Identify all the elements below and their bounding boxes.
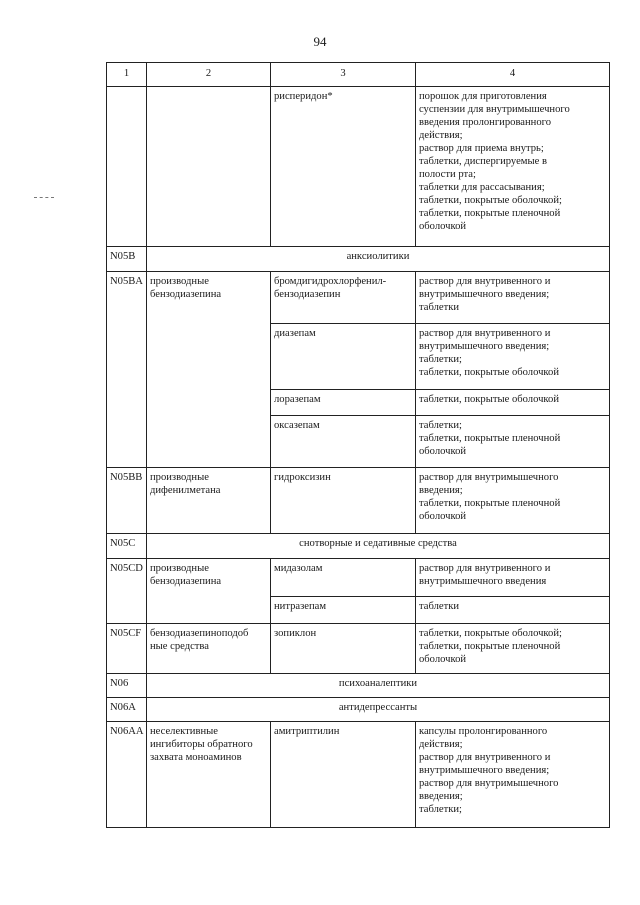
atc-code: N05BB [107, 468, 147, 534]
group-name [147, 559, 271, 624]
group-name-line: бензодиазепиноподоб [150, 628, 249, 639]
dosage-form-line: введения; [419, 791, 463, 802]
dosage-form-line: раствор для внутривенного и [419, 276, 551, 287]
table-row [107, 559, 610, 597]
dosage-forms [416, 468, 610, 534]
drug-name: мидазолам [271, 559, 416, 597]
dosage-forms [416, 87, 610, 247]
dosage-forms [416, 559, 610, 597]
dosage-form-line: таблетки для рассасывания; [419, 182, 545, 193]
dosage-form-line: полости рта; [419, 169, 476, 180]
drug-table [106, 62, 610, 828]
dosage-form-line: таблетки [419, 601, 460, 612]
section-row [107, 674, 610, 698]
dosage-forms [416, 722, 610, 828]
dosage-form-line: таблетки; [419, 354, 462, 365]
atc-code: N06A [107, 698, 147, 722]
dosage-form-line: действия; [419, 130, 463, 141]
group-name-line: неселективные [150, 726, 218, 737]
atc-code: N05BA [107, 272, 147, 468]
dosage-form-line: таблетки, покрытые пленочной [419, 433, 561, 444]
dosage-form-line: оболочкой [419, 221, 467, 232]
dosage-form-line: таблетки, покрытые пленочной [419, 208, 561, 219]
group-name-line: дифенилметана [150, 485, 221, 496]
dosage-form-line: таблетки, покрытые пленочной [419, 498, 561, 509]
header-col-3: 3 [271, 63, 416, 87]
dosage-form-line: введения; [419, 485, 463, 496]
section-row [107, 698, 610, 722]
dosage-form-line: таблетки [419, 302, 460, 313]
table-row [107, 87, 610, 247]
dosage-form-line: порошок для приготовления [419, 91, 547, 102]
drug-name: зопиклон [271, 624, 416, 674]
dosage-form-line: раствор для внутримышечного [419, 472, 559, 483]
drug-name: оксазепам [271, 416, 416, 468]
atc-code: N06 [107, 674, 147, 698]
group-name [147, 272, 271, 468]
table-row [107, 272, 610, 324]
header-col-4: 4 [416, 63, 610, 87]
dosage-form-line: таблетки; [419, 804, 462, 815]
drug-name: гидроксизин [271, 468, 416, 534]
drug-name: диазепам [271, 324, 416, 390]
dosage-form-line: раствор для внутривенного и [419, 563, 551, 574]
group-name-line: производные [150, 563, 209, 574]
section-row [107, 534, 610, 559]
dosage-form-line: раствор для внутривенного и [419, 328, 551, 339]
table-row [107, 468, 610, 534]
dosage-form-line: таблетки, покрытые оболочкой [419, 367, 559, 378]
section-row [107, 247, 610, 272]
dosage-form-line: оболочкой [419, 511, 467, 522]
dosage-form-line: внутримышечного введения; [419, 341, 550, 352]
dosage-form-line: таблетки, покрытые оболочкой; [419, 628, 562, 639]
drug-name: амитриптилин [271, 722, 416, 828]
margin-dash-mark [34, 197, 54, 199]
dosage-form-line: раствор для внутримышечного [419, 778, 559, 789]
atc-code: N06AA [107, 722, 147, 828]
dosage-forms [416, 597, 610, 624]
atc-code: N05CD [107, 559, 147, 624]
dosage-form-line: оболочкой [419, 654, 467, 665]
drug-name-line: бромдигидрохлорфенил- [274, 276, 387, 287]
dosage-form-line: таблетки, покрытые оболочкой [419, 394, 559, 405]
dosage-form-line: действия; [419, 739, 463, 750]
group-name-line: производные [150, 472, 209, 483]
dosage-forms [416, 390, 610, 416]
dosage-form-line: внутримышечного введения; [419, 765, 550, 776]
header-col-1: 1 [107, 63, 147, 87]
header-col-2: 2 [147, 63, 271, 87]
dosage-forms [416, 624, 610, 674]
group-name-line: бензодиазепина [150, 576, 222, 587]
dosage-form-line: внутримышечного введения; [419, 289, 550, 300]
group-name-line: бензодиазепина [150, 289, 222, 300]
drug-name [271, 272, 416, 324]
dosage-form-line: раствор для приема внутрь; [419, 143, 544, 154]
atc-code [107, 87, 147, 247]
table-row [107, 624, 610, 674]
atc-code: N05CF [107, 624, 147, 674]
dosage-form-line: таблетки, диспергируемые в [419, 156, 547, 167]
section-title: анксиолитики [147, 247, 610, 272]
group-name-line: захвата моноаминов [150, 752, 242, 763]
atc-code: N05B [107, 247, 147, 272]
dosage-form-line: внутримышечного введения [419, 576, 547, 587]
drug-name: рисперидон* [271, 87, 416, 247]
group-name-line: ингибиторы обратного [150, 739, 253, 750]
group-name-line: ные средства [150, 641, 209, 652]
drug-name-line: бензодиазепин [274, 289, 341, 300]
header-row [107, 63, 610, 87]
group-name [147, 87, 271, 247]
section-title: антидепрессанты [147, 698, 610, 722]
dosage-forms [416, 272, 610, 324]
section-title: снотворные и седативные средства [147, 534, 610, 559]
group-name [147, 722, 271, 828]
dosage-forms [416, 324, 610, 390]
group-name [147, 468, 271, 534]
dosage-form-line: таблетки, покрытые оболочкой; [419, 195, 562, 206]
dosage-form-line: таблетки; [419, 420, 462, 431]
atc-code: N05C [107, 534, 147, 559]
dosage-form-line: капсулы пролонгированного [419, 726, 548, 737]
dosage-form-line: таблетки, покрытые пленочной [419, 641, 561, 652]
dosage-form-line: суспензии для внутримышечного [419, 104, 570, 115]
dosage-form-line: введения пролонгированного [419, 117, 552, 128]
group-name-line: производные [150, 276, 209, 287]
dosage-form-line: оболочкой [419, 446, 467, 457]
table-row [107, 722, 610, 828]
drug-name: нитразепам [271, 597, 416, 624]
section-title: психоаналептики [147, 674, 610, 698]
group-name [147, 624, 271, 674]
dosage-forms [416, 416, 610, 468]
drug-name: лоразепам [271, 390, 416, 416]
dosage-form-line: раствор для внутривенного и [419, 752, 551, 763]
page-number: 94 [313, 34, 327, 49]
